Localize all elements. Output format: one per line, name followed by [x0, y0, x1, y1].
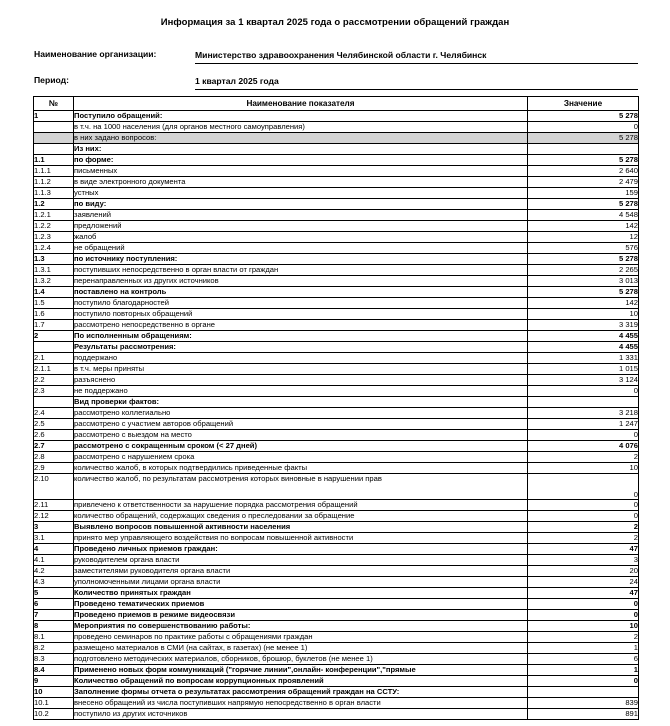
row-number-cell: 1.2.4 — [34, 243, 74, 254]
row-value-cell: 4 455 — [528, 342, 639, 353]
table-row — [34, 654, 639, 665]
row-value-cell: 0 — [528, 430, 639, 441]
row-number-cell: 10.1 — [34, 698, 74, 709]
row-value-cell: 6 — [528, 654, 639, 665]
table-row — [34, 676, 639, 687]
row-number-cell: 8.3 — [34, 654, 74, 665]
report-table — [33, 96, 639, 720]
table-row — [34, 188, 639, 199]
table-row — [34, 221, 639, 232]
table-row — [34, 276, 639, 287]
row-number-cell: 10 — [34, 687, 74, 698]
row-number-cell: 2.6 — [34, 430, 74, 441]
row-value-cell: 10 — [528, 621, 639, 632]
row-indicator-cell: рассмотрено с выездом на место — [74, 430, 528, 441]
row-number-cell: 4.1 — [34, 555, 74, 566]
table-row — [34, 320, 639, 331]
row-value-cell: 20 — [528, 566, 639, 577]
table-head — [34, 97, 639, 111]
row-number-cell: 1.2.3 — [34, 232, 74, 243]
row-indicator-cell: в виде электронного документа — [74, 177, 528, 188]
row-indicator-cell: руководителем органа власти — [74, 555, 528, 566]
table-body — [34, 111, 639, 720]
row-number-cell: 1.3.1 — [34, 265, 74, 276]
row-number-cell: 2.2 — [34, 375, 74, 386]
table-row — [34, 287, 639, 298]
row-value-cell: 5 278 — [528, 155, 639, 166]
row-number-cell: 1 — [34, 111, 74, 122]
row-number-cell: 2.11 — [34, 500, 74, 511]
row-value-cell: 0 — [528, 610, 639, 621]
row-value-cell: 159 — [528, 188, 639, 199]
row-number-cell: 1.5 — [34, 298, 74, 309]
row-indicator-cell: Результаты рассмотрения: — [74, 342, 528, 353]
row-number-cell: 4 — [34, 544, 74, 555]
table-row — [34, 375, 639, 386]
table-row — [34, 500, 639, 511]
table-row — [34, 441, 639, 452]
row-value-cell: 1 — [528, 643, 639, 654]
table-row — [34, 430, 639, 441]
row-indicator-cell: рассмотрено с сокращенным сроком (< 27 дней) — [74, 441, 528, 452]
row-number-cell: 2.7 — [34, 441, 74, 452]
table-row — [34, 463, 639, 474]
row-value-cell: 0 — [528, 676, 639, 687]
row-value-cell: 5 278 — [528, 199, 639, 210]
row-value-cell — [528, 397, 639, 408]
row-number-cell: 1.2.1 — [34, 210, 74, 221]
page-title: Информация за 1 квартал 2025 года о рассмотрении обращений граждан — [160, 17, 510, 28]
row-indicator-cell: рассмотрено с участием авторов обращений — [74, 419, 528, 430]
row-value-cell: 10 — [528, 309, 639, 320]
row-indicator-cell: внесено обращений из числа поступивших напрямую непосредственно в орган власти — [74, 698, 528, 709]
row-value-cell: 5 278 — [528, 287, 639, 298]
row-number-cell: 1.2.2 — [34, 221, 74, 232]
field-row-period — [34, 75, 638, 93]
row-value-cell: 0 — [528, 511, 639, 522]
column-header-indicator: Наименование показателя — [74, 97, 528, 111]
row-value-cell: 10 — [528, 463, 639, 474]
row-value-cell: 2 — [528, 522, 639, 533]
row-number-cell: 4.3 — [34, 577, 74, 588]
row-value-cell: 5 278 — [528, 254, 639, 265]
row-number-cell: 2.8 — [34, 452, 74, 463]
table-row — [34, 177, 639, 188]
table-row — [34, 397, 639, 408]
table-row — [34, 665, 639, 676]
row-value-cell: 0 — [528, 599, 639, 610]
table-row — [34, 144, 639, 155]
row-indicator-cell: Из них: — [74, 144, 528, 155]
table-row — [34, 474, 639, 500]
row-indicator-cell: количество жалоб, по результатам рассмотрения которых виновные в нарушении прав — [74, 474, 528, 500]
row-indicator-cell: не обращений — [74, 243, 528, 254]
table-row — [34, 452, 639, 463]
period-value-wrap — [195, 75, 638, 90]
row-indicator-cell: принято мер управляющего воздействия по вопросам повышенной активности — [74, 533, 528, 544]
row-indicator-cell: поступило благодарностей — [74, 298, 528, 309]
table-row — [34, 353, 639, 364]
row-value-cell: 0 — [528, 386, 639, 397]
row-value-cell: 2 — [528, 533, 639, 544]
table-row — [34, 122, 639, 133]
row-indicator-cell: разъяснено — [74, 375, 528, 386]
row-number-cell: 2.5 — [34, 419, 74, 430]
table-row — [34, 309, 639, 320]
row-number-cell: 8.1 — [34, 632, 74, 643]
row-value-cell: 0 — [528, 500, 639, 511]
row-indicator-cell: по форме: — [74, 155, 528, 166]
table-row — [34, 243, 639, 254]
row-number-cell: 1.4 — [34, 287, 74, 298]
row-value-cell: 891 — [528, 709, 639, 720]
row-indicator-cell: рассмотрено с нарушением срока — [74, 452, 528, 463]
row-indicator-cell: поставлено на контроль — [74, 287, 528, 298]
table-row — [34, 588, 639, 599]
row-number-cell: 1.2 — [34, 199, 74, 210]
row-indicator-cell: рассмотрено коллегиально — [74, 408, 528, 419]
row-indicator-cell: предложений — [74, 221, 528, 232]
row-value-cell: 4 076 — [528, 441, 639, 452]
table-row — [34, 566, 639, 577]
table-row — [34, 709, 639, 720]
table-row — [34, 364, 639, 375]
row-number-cell: 1.1.3 — [34, 188, 74, 199]
row-value-cell: 4 548 — [528, 210, 639, 221]
row-indicator-cell: количество обращений, содержащих сведения о преследовании за обращение — [74, 511, 528, 522]
row-indicator-cell: количество жалоб, в которых подтвердились приведенные факты — [74, 463, 528, 474]
row-value-cell: 24 — [528, 577, 639, 588]
row-number-cell: 8.2 — [34, 643, 74, 654]
row-number-cell: 6 — [34, 599, 74, 610]
row-indicator-cell: По исполненным обращениям: — [74, 331, 528, 342]
row-indicator-cell: Количество принятых граждан — [74, 588, 528, 599]
table-row — [34, 199, 639, 210]
table-row — [34, 254, 639, 265]
table-row — [34, 265, 639, 276]
row-indicator-cell: в т.ч. меры приняты — [74, 364, 528, 375]
row-number-cell: 1.3.2 — [34, 276, 74, 287]
row-indicator-cell: поступило из других источников — [74, 709, 528, 720]
row-indicator-cell: жалоб — [74, 232, 528, 243]
row-value-cell: 3 124 — [528, 375, 639, 386]
row-number-cell: 1.3 — [34, 254, 74, 265]
table-row — [34, 522, 639, 533]
table-row — [34, 577, 639, 588]
row-number-cell — [34, 133, 74, 144]
row-value-cell: 47 — [528, 544, 639, 555]
organization-label: Наименование организации: — [34, 49, 157, 59]
row-value-cell — [528, 144, 639, 155]
row-number-cell — [34, 342, 74, 353]
period-label: Период: — [34, 75, 69, 85]
report-table-wrap — [33, 96, 638, 720]
row-number-cell: 2.1.1 — [34, 364, 74, 375]
row-value-cell: 2 — [528, 452, 639, 463]
row-indicator-cell: Количество обращений по вопросам коррупционных проявлений — [74, 676, 528, 687]
row-indicator-cell: Поступило обращений: — [74, 111, 528, 122]
row-indicator-cell: проведено семинаров по практике работы с обращениями граждан — [74, 632, 528, 643]
row-value-cell: 47 — [528, 588, 639, 599]
row-indicator-cell: подготовлено методических материалов, сборников, брошюр, буклетов (не менее 1) — [74, 654, 528, 665]
row-number-cell — [34, 122, 74, 133]
row-value-cell: 0 — [528, 474, 639, 500]
row-indicator-cell: рассмотрено непосредственно в органе — [74, 320, 528, 331]
row-value-cell: 142 — [528, 298, 639, 309]
row-indicator-cell: заместителями руководителя органа власти — [74, 566, 528, 577]
table-row — [34, 232, 639, 243]
row-value-cell: 5 278 — [528, 133, 639, 144]
period-value: 1 квартал 2025 года — [195, 76, 279, 86]
table-row — [34, 687, 639, 698]
row-number-cell: 8.4 — [34, 665, 74, 676]
row-value-cell: 3 319 — [528, 320, 639, 331]
table-row — [34, 331, 639, 342]
organization-value: Министерство здравоохранения Челябинской области г. Челябинск — [195, 50, 487, 60]
row-value-cell: 839 — [528, 698, 639, 709]
row-value-cell: 1 015 — [528, 364, 639, 375]
row-number-cell: 8 — [34, 621, 74, 632]
row-number-cell: 2.4 — [34, 408, 74, 419]
row-value-cell: 2 640 — [528, 166, 639, 177]
table-row — [34, 408, 639, 419]
row-indicator-cell: по источнику поступления: — [74, 254, 528, 265]
row-value-cell: 5 278 — [528, 111, 639, 122]
table-row — [34, 698, 639, 709]
row-number-cell: 1.1 — [34, 155, 74, 166]
row-indicator-cell: в т.ч. на 1000 населения (для органов местного самоуправления) — [74, 122, 528, 133]
row-number-cell: 2.9 — [34, 463, 74, 474]
organization-value-wrap — [195, 49, 638, 64]
row-indicator-cell: Проведено приемов в режиме видеосвязи — [74, 610, 528, 621]
row-value-cell — [528, 687, 639, 698]
row-value-cell: 3 013 — [528, 276, 639, 287]
table-row — [34, 511, 639, 522]
table-row — [34, 133, 639, 144]
table-row — [34, 111, 639, 122]
row-indicator-cell: размещено материалов в СМИ (на сайтах, в газетах) (не менее 1) — [74, 643, 528, 654]
table-row — [34, 298, 639, 309]
row-value-cell: 1 247 — [528, 419, 639, 430]
row-value-cell: 2 — [528, 632, 639, 643]
row-value-cell: 3 — [528, 555, 639, 566]
row-indicator-cell: Проведено тематических приемов — [74, 599, 528, 610]
row-indicator-cell: Проведено личных приемов граждан: — [74, 544, 528, 555]
row-number-cell: 2.10 — [34, 474, 74, 500]
row-number-cell — [34, 144, 74, 155]
row-indicator-cell: поддержано — [74, 353, 528, 364]
row-indicator-cell: устных — [74, 188, 528, 199]
row-number-cell: 1.6 — [34, 309, 74, 320]
row-value-cell: 1 331 — [528, 353, 639, 364]
row-indicator-cell: Мероприятия по совершенствованию работы: — [74, 621, 528, 632]
row-value-cell: 3 218 — [528, 408, 639, 419]
row-value-cell: 4 455 — [528, 331, 639, 342]
row-number-cell: 2.3 — [34, 386, 74, 397]
row-indicator-cell: перенаправленных из других источников — [74, 276, 528, 287]
row-indicator-cell: Заполнение формы отчета о результатах рассмотрения обращений граждан на ССТУ: — [74, 687, 528, 698]
row-indicator-cell: заявлений — [74, 210, 528, 221]
table-header-row — [34, 97, 639, 111]
table-row — [34, 419, 639, 430]
row-indicator-cell: не поддержано — [74, 386, 528, 397]
row-number-cell: 3.1 — [34, 533, 74, 544]
table-row — [34, 342, 639, 353]
column-header-number: № — [34, 97, 74, 111]
row-indicator-cell: Вид проверки фактов: — [74, 397, 528, 408]
row-number-cell: 2.1 — [34, 353, 74, 364]
row-number-cell — [34, 397, 74, 408]
table-row — [34, 621, 639, 632]
table-row — [34, 610, 639, 621]
row-indicator-cell: Выявлено вопросов повышенной активности населения — [74, 522, 528, 533]
table-row — [34, 544, 639, 555]
field-row-organization — [34, 49, 638, 67]
table-row — [34, 386, 639, 397]
table-row — [34, 210, 639, 221]
column-header-value: Значение — [528, 97, 639, 111]
row-number-cell: 4.2 — [34, 566, 74, 577]
table-row — [34, 155, 639, 166]
row-number-cell: 7 — [34, 610, 74, 621]
row-indicator-cell: уполномоченными лицами органа власти — [74, 577, 528, 588]
table-row — [34, 555, 639, 566]
row-number-cell: 1.1.1 — [34, 166, 74, 177]
row-indicator-cell: поступивших непосредственно в орган власти от граждан — [74, 265, 528, 276]
row-value-cell: 2 265 — [528, 265, 639, 276]
row-indicator-cell: в них задано вопросов: — [74, 133, 528, 144]
row-value-cell: 0 — [528, 122, 639, 133]
table-row — [34, 166, 639, 177]
row-value-cell: 142 — [528, 221, 639, 232]
table-row — [34, 599, 639, 610]
table-row — [34, 533, 639, 544]
row-value-cell: 2 479 — [528, 177, 639, 188]
row-number-cell: 2.12 — [34, 511, 74, 522]
row-value-cell: 576 — [528, 243, 639, 254]
row-number-cell: 2 — [34, 331, 74, 342]
row-indicator-cell: привлечено к ответственности за нарушение порядка рассмотрения обращений — [74, 500, 528, 511]
row-number-cell: 5 — [34, 588, 74, 599]
row-number-cell: 9 — [34, 676, 74, 687]
table-row — [34, 632, 639, 643]
row-indicator-cell: письменных — [74, 166, 528, 177]
row-number-cell: 3 — [34, 522, 74, 533]
row-value-cell: 12 — [528, 232, 639, 243]
row-number-cell: 10.2 — [34, 709, 74, 720]
row-number-cell: 1.7 — [34, 320, 74, 331]
row-number-cell: 1.1.2 — [34, 177, 74, 188]
row-value-cell: 1 — [528, 665, 639, 676]
row-indicator-cell: поступило повторных обращений — [74, 309, 528, 320]
row-indicator-cell: по виду: — [74, 199, 528, 210]
table-row — [34, 643, 639, 654]
row-indicator-cell: Применено новых форм коммуникаций ("горячие линии",онлайн- конференции","прямые — [74, 665, 528, 676]
